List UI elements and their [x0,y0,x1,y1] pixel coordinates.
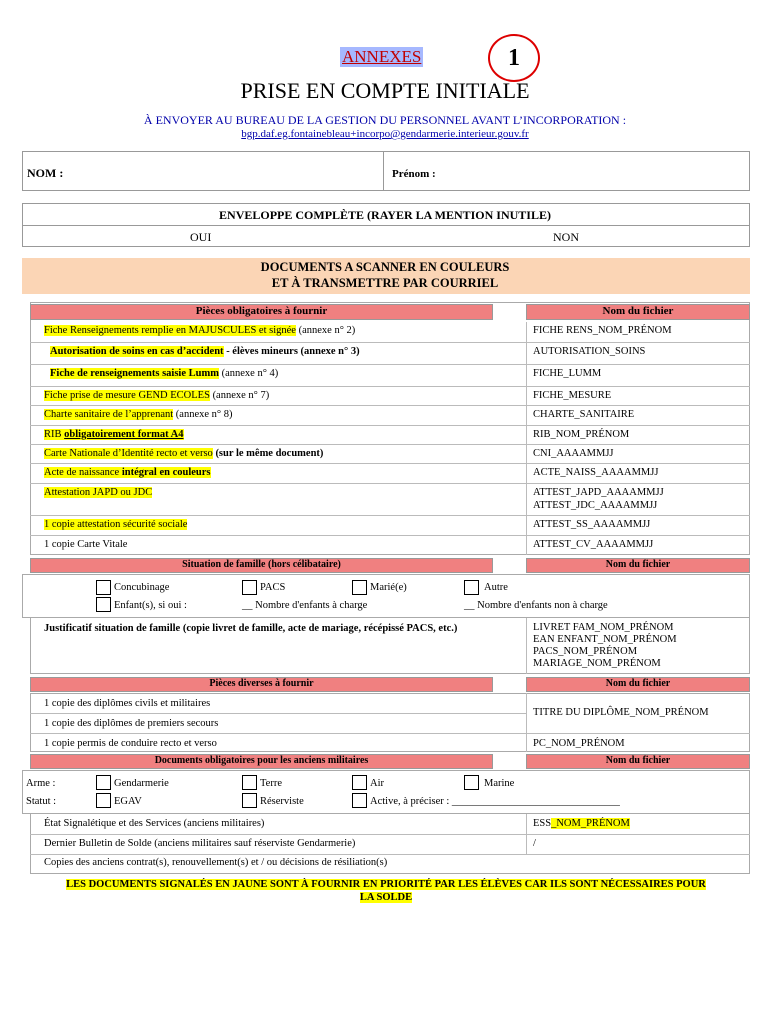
arme-label: Arme : [26,778,56,789]
marine-checkbox[interactable] [464,775,479,790]
row-filename: FICHE_LUMM [533,368,602,379]
table-row: Fiche Renseignements remplie en MAJUSCULES et signée (annexe n° 2) FICHE RENS_NOM_PRÉNOM [30,322,750,343]
marine-label: Marine [484,778,515,789]
envelope-title: ENVELOPPE COMPLÈTE (RAYER LA MENTION INUTILE) [219,208,551,222]
marie-checkbox[interactable] [352,580,367,595]
envelope-divider [22,225,750,226]
envelope-oui[interactable]: OUI [190,230,212,244]
envelope-non[interactable]: NON [553,230,579,244]
row-label: RIB [44,429,65,440]
enfants-a-charge[interactable]: __ Nombre d'enfants à charge [242,600,368,611]
pacs-checkbox[interactable] [242,580,257,595]
row-label: Charte sanitaire de l’apprenant [44,409,174,420]
diverses-header: Pièces diverses à fournir [30,677,493,692]
reserviste-label: Réserviste [260,796,304,807]
egav-label: EGAV [114,796,142,807]
pacs-label: PACS [260,582,286,593]
justif-label: Justificatif situation de famille (copie livret de famille, acte de mariage, récépissé PACS, etc.) [44,623,458,634]
row-label: Fiche prise de mesure GEND ECOLES [44,390,210,401]
annex-number-circle: 1 [488,34,540,82]
table-row: Fiche prise de mesure GEND ECOLES (annexe n° 7) FICHE_MESURE [30,387,750,406]
reserviste-checkbox[interactable] [242,793,257,808]
annexes-label: ANNEXES [342,47,422,66]
militaires-row-1: État Signalétique et des Services (anciens militaires) [44,818,265,829]
marie-label: Marié(e) [370,582,407,593]
militaires-box [22,770,750,814]
militaires-row-2: Dernier Bulletin de Solde (anciens militaires sauf réserviste Gendarmerie) [44,838,356,849]
diverses-file-3: PC_NOM_PRÉNOM [533,738,625,749]
docs-banner-line2: ET À TRANSMETTRE PAR COURRIEL [271,276,499,290]
row-label: 1 copie Carte Vitale [44,539,128,550]
row-label: Attestation JAPD ou JDC [44,487,153,498]
row-label: Fiche Renseignements remplie en MAJUSCULES et signée [44,325,296,336]
famille-box [22,574,750,618]
row-filename-2: ATTEST_JDC_AAAAMMJJ [533,500,658,511]
justif-file-2: EAN ENFANT_NOM_PRÉNOM [533,634,677,645]
air-checkbox[interactable] [352,775,367,790]
table-row: Autorisation de soins en cas d’accident - élèves mineurs (annexe n° 3) AUTORISATION_SOINS [30,343,750,365]
table-row [30,536,750,555]
active-label[interactable]: Active, à préciser : ________________________________ [370,796,620,807]
air-label: Air [370,778,384,789]
page-subtitle: À ENVOYER AU BUREAU DE LA GESTION DU PERSONNEL AVANT L’INCORPORATION : [143,113,627,127]
enfants-label: Enfant(s), si oui : [114,600,187,611]
page-title: PRISE EN COMPTE INITIALE [240,78,530,103]
table-row: Acte de naissance intégral en couleurs ACTE_NAISS_AAAAMMJJ [30,464,750,484]
militaires-header-right: Nom du fichier [526,754,750,769]
justif-sep [526,618,527,674]
famille-header-right: Nom du fichier [526,558,750,573]
egav-checkbox[interactable] [96,793,111,808]
justif-file-1: LIVRET FAM_NOM_PRÉNOM [533,622,674,633]
autre-checkbox[interactable] [464,580,479,595]
justif-file-3: PACS_NOM_PRÉNOM [533,646,638,657]
row-filename: RIB_NOM_PRÉNOM [533,429,630,440]
table-row: Charte sanitaire de l’apprenant (annexe n° 8) CHARTE_SANITAIRE [30,406,750,426]
militaires-file-2: / [533,838,536,849]
row-filename: ATTEST_SS_AAAAMMJJ [533,519,651,530]
militaires-file-1: ESS_NOM_PRÉNOM [533,818,630,829]
email-link[interactable]: bgp.daf.eg.fontainebleau+incorpo@gendarmerie.interieur.gouv.fr [241,128,529,140]
row-filename: FICHE RENS_NOM_PRÉNOM [533,325,672,336]
statut-label: Statut : [26,796,57,807]
docs-banner-line1: DOCUMENTS A SCANNER EN COULEURS [260,260,510,274]
justif-file-4: MARIAGE_NOM_PRÉNOM [533,658,661,669]
nom-field[interactable] [22,151,384,191]
row-filename: ATTEST_JAPD_AAAAMMJJ [533,487,664,498]
enfants-non-a-charge[interactable]: __ Nombre d'enfants non à charge [464,600,608,611]
table-row [30,484,750,516]
concubinage-checkbox[interactable] [96,580,111,595]
diverses-row-2: 1 copie des diplômes de premiers secours [44,718,219,729]
diverses-file-1: TITRE DU DIPLÔME_NOM_PRÉNOM [533,707,709,718]
row-filename: CHARTE_SANITAIRE [533,409,635,420]
row-label: 1 copie attestation sécurité sociale [44,519,188,530]
famille-header: Situation de famille (hors célibataire) [30,558,493,573]
diverses-row-3: 1 copie permis de conduire recto et verso [44,738,217,749]
enfants-checkbox[interactable] [96,597,111,612]
footer-note: LES DOCUMENTS SIGNALÉS EN JAUNE SONT À FOURNIR EN PRIORITÉ PAR LES ÉLÈVES CAR ILS SONT NÉCESSAIRES POUR LA SOLDE [66,879,706,903]
prenom-label: Prénom : [392,168,436,180]
table-row: Carte Nationale d’Identité recto et verso (sur le même document) CNI_AAAAMMJJ [30,445,750,464]
table-row: Fiche de renseignements saisie Lumm (annexe n° 4) FICHE_LUMM [30,365,750,387]
row-filename: AUTORISATION_SOINS [533,346,646,357]
row-filename: FICHE_MESURE [533,390,612,401]
row-label: Autorisation de soins en cas d’accident [50,346,224,357]
gendarmerie-checkbox[interactable] [96,775,111,790]
row-label: Fiche de renseignements saisie Lumm [50,368,219,379]
nom-label: NOM : [27,166,64,180]
row-filename: CNI_AAAAMMJJ [533,448,614,459]
table-header-left: Pièces obligatoires à fournir [30,304,493,320]
terre-label: Terre [260,778,282,789]
table-header-right: Nom du fichier [526,304,750,320]
row-filename: ATTEST_CV_AAAAMMJJ [533,539,654,550]
table-row [30,516,750,536]
autre-label: Autre [484,582,508,593]
terre-checkbox[interactable] [242,775,257,790]
concubinage-label: Concubinage [114,582,170,593]
diverses-header-right: Nom du fichier [526,677,750,692]
row-filename: ACTE_NAISS_AAAAMMJJ [533,467,659,478]
row-label: Carte Nationale d’Identité recto et verso [44,448,213,459]
row-label: Acte de naissance [44,467,122,478]
diverses-sep [526,693,527,752]
active-checkbox[interactable] [352,793,367,808]
diverses-row-1: 1 copie des diplômes civils et militaires [44,698,211,709]
militaires-row-3: Copies des anciens contrat(s), renouvellement(s) et / ou décisions de résiliation(s) [44,857,388,868]
table-row: RIB obligatoirement format A4 RIB_NOM_PRÉNOM [30,426,750,445]
militaires-header: Documents obligatoires pour les anciens militaires [30,754,493,769]
gendarmerie-label: Gendarmerie [114,778,169,789]
